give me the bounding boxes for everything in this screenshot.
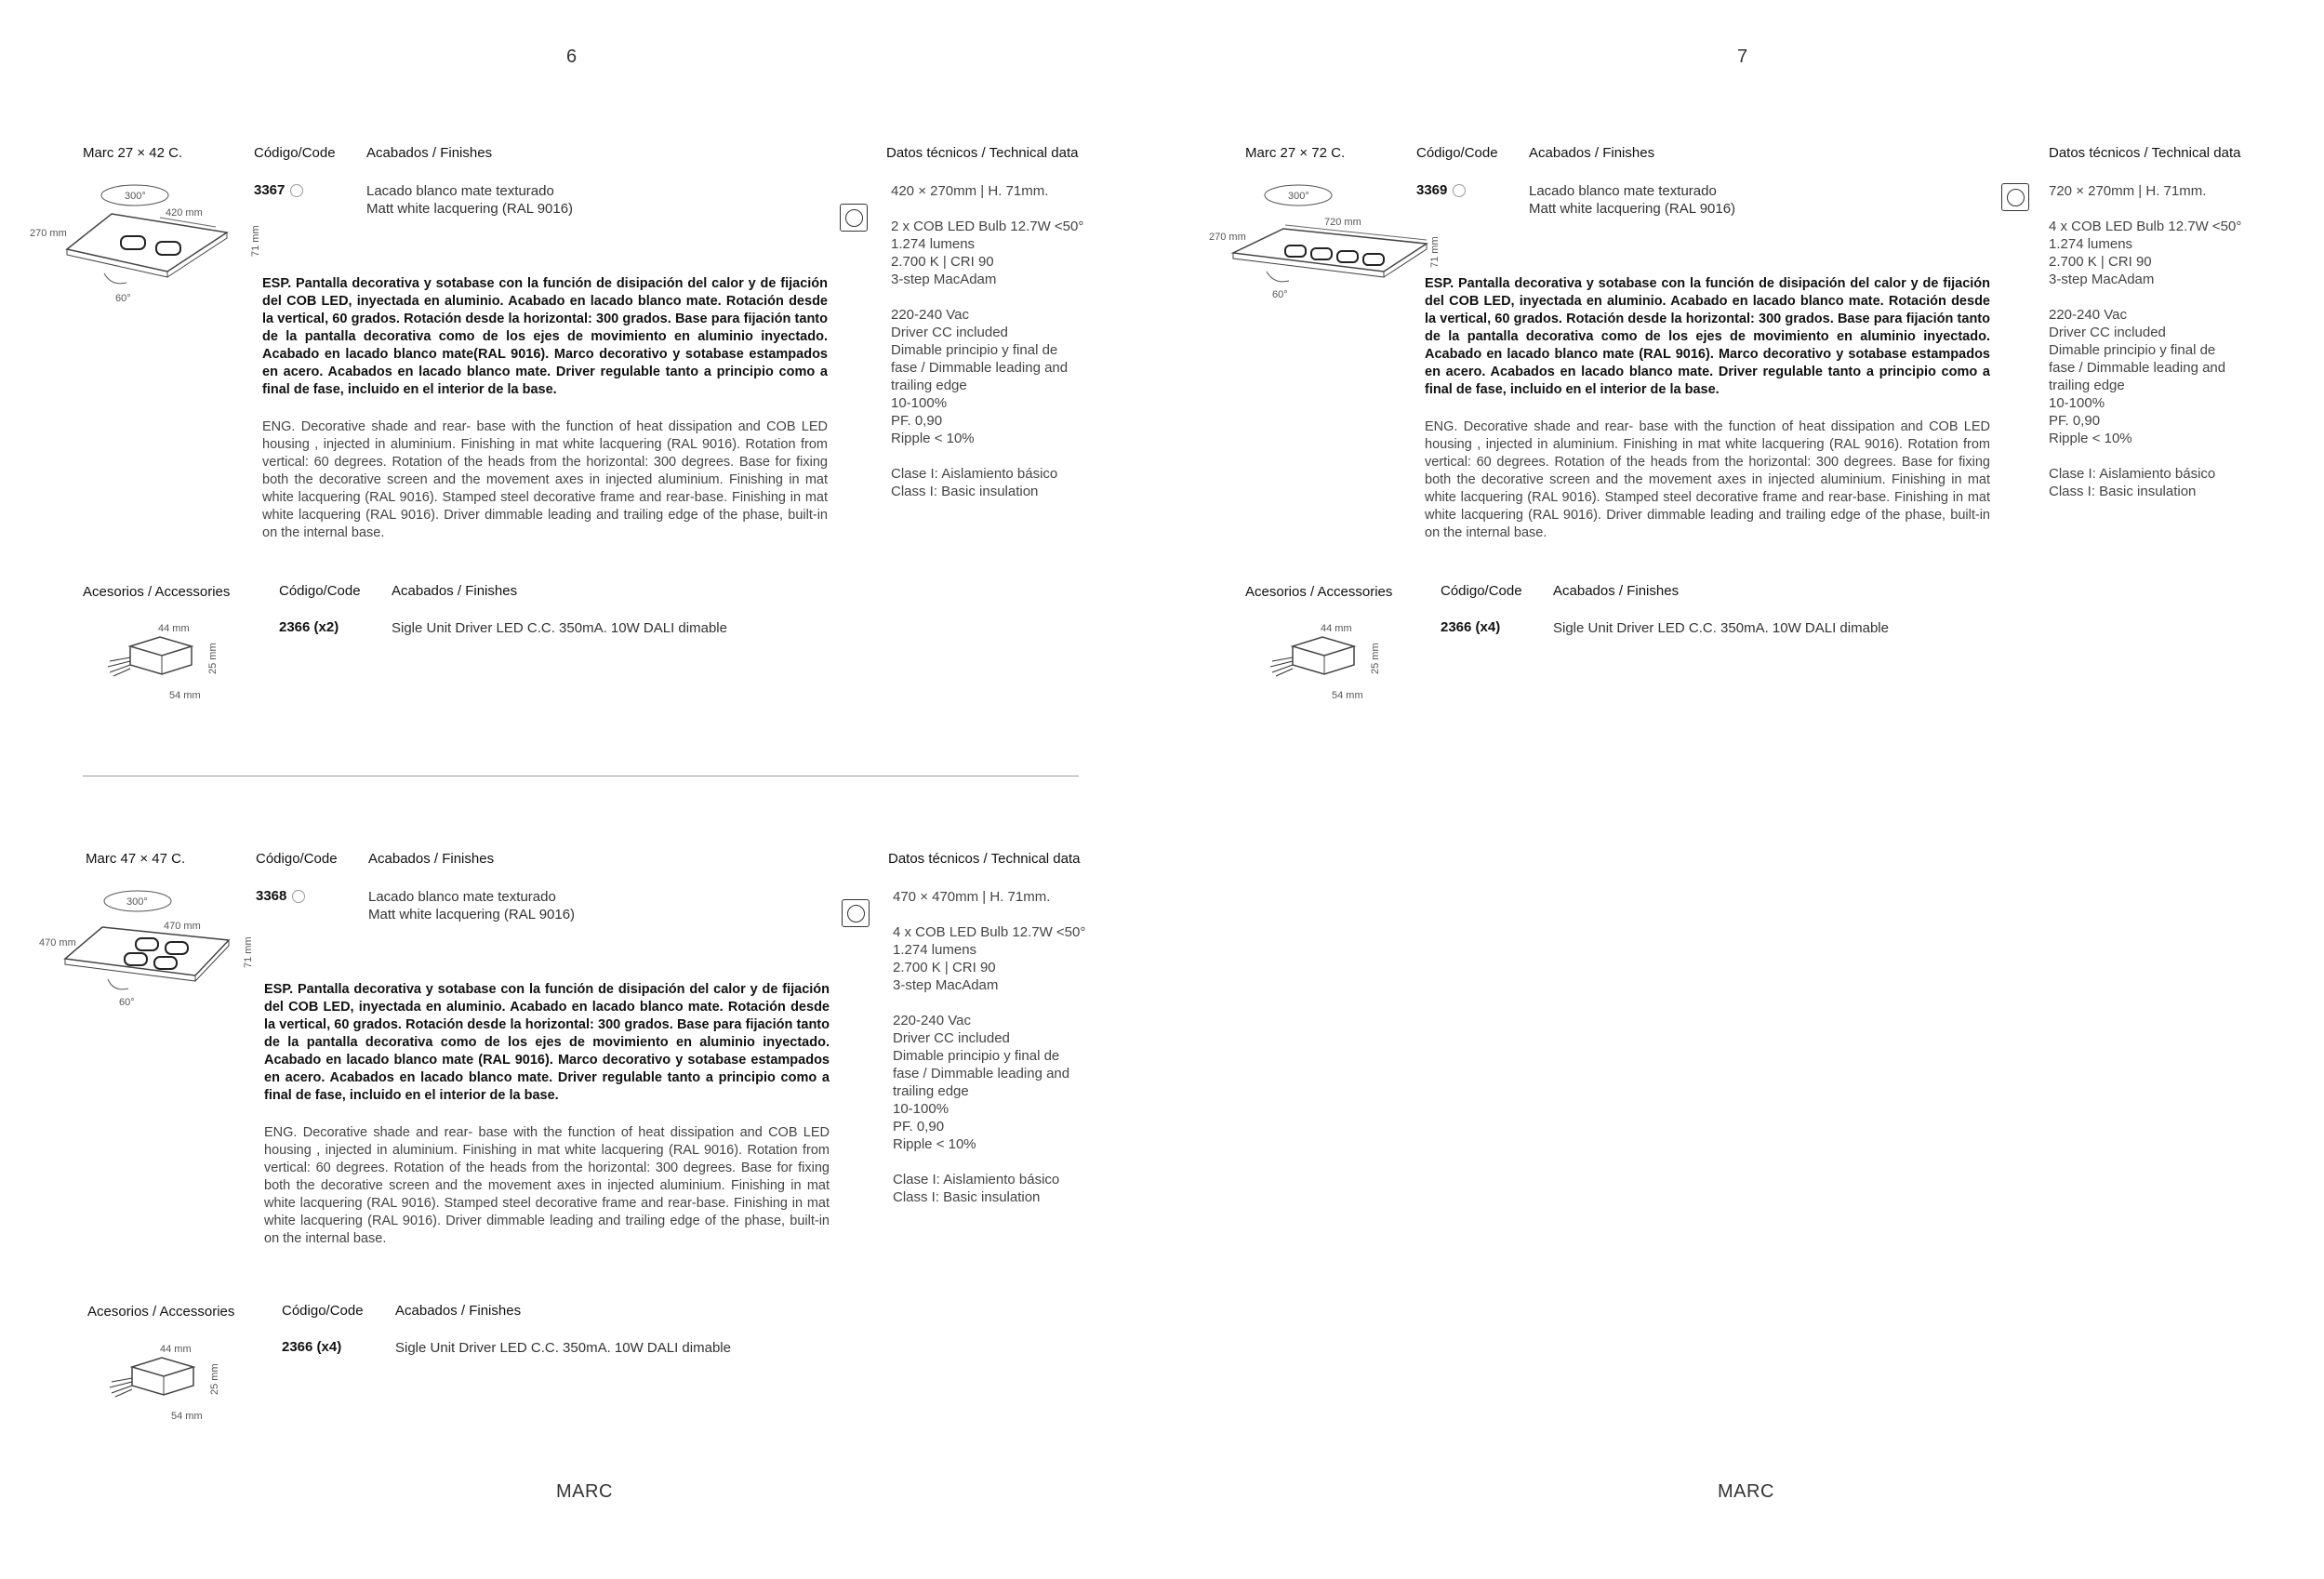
accessory-finish: Sigle Unit Driver LED C.C. 350mA. 10W DALI dimable (392, 620, 727, 636)
finishes-header: Acabados / Finishes (1529, 145, 1655, 161)
dim-rotation-v: 60° (119, 997, 135, 1008)
code-header: Código/Code (254, 145, 336, 161)
page-number-right: 7 (1737, 46, 1748, 67)
accessories-header: Acesorios / Accessories (83, 584, 231, 600)
accessory-finish: Sigle Unit Driver LED C.C. 350mA. 10W DALI dimable (1553, 620, 1889, 636)
dim-depth: 270 mm (1209, 232, 1246, 243)
description-en: ENG. Decorative shade and rear- base with the function of heat dissipation and COB LED housing , injected in aluminium. Finishing in mat white lacquering (RAL 9016). Rotation from vertical: 60 degrees. Rotation of the heads from the horizontal: 300 degrees. Base for fixing both the decorative screen and the movement axes in injected aluminium. Finishing in mat white lacquering (RAL 9016). Stamped steel decorative frame and rear-base. Finishing in mat white lacquering (RAL 9016). Driver dimmable leading and trailing edge of the phase, built-in on the internal base. (1425, 419, 1990, 540)
page-number-left: 6 (566, 46, 578, 67)
recessed-fixture-icon (840, 204, 868, 232)
dim-rotation-v: 60° (1272, 289, 1288, 300)
driver-drawing-icon (1265, 618, 1386, 707)
white-finish-swatch-icon (292, 890, 305, 903)
dim-width: 420 mm (166, 207, 203, 219)
description-en: ENG. Decorative shade and rear- base with the function of heat dissipation and COB LED housing , injected in aluminium. Finishing in mat white lacquering (RAL 9016). Rotation from vertical: 60 degrees. Rotation of the heads from the horizontal: 300 degrees. Base for fixing both the decorative screen and the movement axes in injected aluminium. Finishing in mat white lacquering (RAL 9016). Stamped steel decorative frame and rear-base. Finishing in mat white lacquering (RAL 9016). Driver dimmable leading and trailing edge of the phase, built-in on the internal base. (262, 419, 828, 540)
dim-depth: 470 mm (39, 937, 76, 949)
finishes-header: Acabados / Finishes (368, 851, 495, 867)
finish-text: Lacado blanco mate texturado Matt white lacquering (RAL 9016) (1529, 183, 1736, 217)
description-es: ESP. Pantalla decorativa y sotabase con la función de disipación del calor y de fijación del COB LED, inyectada en aluminio. Acabado en lacado blanco mate. Rotación desde la vertical, 60 grados. Rotación desde la horizontal: 300 grados. Base para fijación tanto de la pantalla decorativa como de los ejes de movimiento en aluminio inyectado. Acabado en lacado blanco mate(RAL 9016). Marco decorativo y sotabase estampados en acero. Acabados en lacado blanco mate. Driver regulable tanto a principio como a final de fase, incluido en el interior de la base. (262, 276, 828, 397)
description-es: ESP. Pantalla decorativa y sotabase con la función de disipación del calor y de fijación del COB LED, inyectada en aluminio. Acabado en lacado blanco mate. Rotación desde la vertical, 60 grados. Rotación desde la horizontal: 300 grados. Base para fijación tanto de la pantalla decorativa como de los ejes de movimiento en aluminio inyectado. Acabado en lacado blanco mate (RAL 9016). Marco decorativo y sotabase estampados en acero. Acabados en lacado blanco mate. Driver regulable tanto a principio como a final de fase, incluido en el interior de la base. (264, 982, 830, 1103)
dim-height: 71 mm (243, 936, 254, 968)
product-code: 3368 (256, 888, 305, 904)
code-header: Código/Code (1416, 145, 1498, 161)
dim-height: 71 mm (250, 225, 261, 257)
dim-height: 71 mm (1429, 236, 1441, 268)
technical-data: 470 × 470mm | H. 71mm. 4 x COB LED Bulb 12.7W <50° 1.274 lumens 2.700 K | CRI 90 3-step MacAdam 220-240 Vac Driver CC included Dimable principio y final de fase / Dimmable leading and trailing edge 10-100% PF. 0,90 Ripple < 10% Clase I: Aislamiento básico Class I: Basic insulation (893, 889, 1086, 1205)
dim-width: 720 mm (1324, 217, 1361, 228)
product-name: Marc 27 × 42 C. (83, 145, 183, 161)
white-finish-swatch-icon (1453, 184, 1466, 197)
description-en: ENG. Decorative shade and rear- base with the function of heat dissipation and COB LED housing , injected in aluminium. Finishing in mat white lacquering (RAL 9016). Rotation from vertical: 60 degrees. Rotation of the heads from the horizontal: 300 degrees. Base for fixing both the decorative screen and the movement axes in injected aluminium. Finishing in mat white lacquering (RAL 9016). Stamped steel decorative frame and rear-base. Finishing in mat white lacquering (RAL 9016). Driver dimmable leading and trailing edge of the phase, built-in on the internal base. (264, 1125, 830, 1246)
dim-depth: 270 mm (30, 228, 67, 239)
accessory-finishes-header: Acabados / Finishes (1553, 583, 1680, 599)
technical-header: Datos técnicos / Technical data (888, 851, 1081, 867)
acc-dim-width: 44 mm (158, 623, 190, 634)
dim-rotation-h: 300° (1288, 191, 1309, 202)
technical-data: 420 × 270mm | H. 71mm. 2 x COB LED Bulb 12.7W <50° 1.274 lumens 2.700 K | CRI 90 3-step MacAdam 220-240 Vac Driver CC included Dimable principio y final de fase / Dimmable leading and trailing edge 10-100% PF. 0,90 Ripple < 10% Clase I: Aislamiento básico Class I: Basic insulation (891, 183, 1084, 499)
accessory-finishes-header: Acabados / Finishes (395, 1303, 522, 1319)
dim-rotation-h: 300° (126, 896, 148, 908)
accessories-header: Acesorios / Accessories (87, 1304, 235, 1320)
product-drawing-icon (30, 182, 261, 308)
dim-rotation-v: 60° (115, 293, 131, 304)
acc-dim-height: 25 mm (207, 643, 219, 674)
technical-header: Datos técnicos / Technical data (2049, 145, 2241, 161)
accessory-finish: Sigle Unit Driver LED C.C. 350mA. 10W DALI dimable (395, 1340, 731, 1356)
accessory-code-header: Código/Code (1441, 583, 1522, 599)
acc-dim-depth: 54 mm (171, 1411, 203, 1422)
driver-drawing-icon (102, 618, 223, 707)
accessory-code-header: Código/Code (282, 1303, 364, 1319)
accessory-code: 2366 (x4) (282, 1339, 342, 1355)
product-code: 3369 (1416, 182, 1466, 198)
finish-text: Lacado blanco mate texturado Matt white lacquering (RAL 9016) (368, 889, 576, 922)
acc-dim-height: 25 mm (209, 1363, 220, 1395)
dim-rotation-h: 300° (125, 191, 146, 202)
code-header: Código/Code (256, 851, 338, 867)
product-drawing-icon (39, 888, 254, 1014)
acc-dim-depth: 54 mm (169, 690, 201, 701)
footer-brand-right: MARC (1718, 1481, 1774, 1502)
accessory-code: 2366 (x2) (279, 619, 339, 635)
technical-data: 720 × 270mm | H. 71mm. 4 x COB LED Bulb 12.7W <50° 1.274 lumens 2.700 K | CRI 90 3-step MacAdam 220-240 Vac Driver CC included Dimable principio y final de fase / Dimmable leading and trailing edge 10-100% PF. 0,90 Ripple < 10% Clase I: Aislamiento básico Class I: Basic insulation (2049, 183, 2242, 499)
accessory-finishes-header: Acabados / Finishes (392, 583, 518, 599)
acc-dim-width: 44 mm (1321, 623, 1352, 634)
accessory-code-header: Código/Code (279, 583, 361, 599)
footer-brand-left: MARC (556, 1481, 613, 1502)
acc-dim-height: 25 mm (1370, 643, 1381, 674)
dim-width: 470 mm (164, 921, 201, 932)
finish-text: Lacado blanco mate texturado Matt white lacquering (RAL 9016) (366, 183, 574, 217)
product-name: Marc 27 × 72 C. (1245, 145, 1346, 161)
product-name: Marc 47 × 47 C. (86, 851, 186, 867)
finishes-header: Acabados / Finishes (366, 145, 493, 161)
accessory-code: 2366 (x4) (1441, 619, 1501, 635)
white-finish-swatch-icon (290, 184, 303, 197)
recessed-fixture-icon (2001, 183, 2029, 211)
acc-dim-depth: 54 mm (1332, 690, 1363, 701)
acc-dim-width: 44 mm (160, 1344, 192, 1355)
technical-header: Datos técnicos / Technical data (886, 145, 1079, 161)
product-drawing-icon (1209, 182, 1443, 308)
product-code: 3367 (254, 182, 303, 198)
driver-drawing-icon (104, 1339, 225, 1427)
description-es: ESP. Pantalla decorativa y sotabase con la función de disipación del calor y de fijación del COB LED, inyectada en aluminio. Acabado en lacado blanco mate. Rotación desde la vertical, 60 grados. Rotación desde la horizontal: 300 grados. Base para fijación tanto de la pantalla decorativa como de los ejes de movimiento en aluminio inyectado. Acabado en lacado blanco mate (RAL 9016). Marco decorativo y sotabase estampados en acero. Acabados en lacado blanco mate. Driver regulable tanto a principio como a final de fase, incluido en el interior de la base. (1425, 276, 1990, 397)
accessories-header: Acesorios / Accessories (1245, 584, 1393, 600)
recessed-fixture-icon (842, 899, 870, 927)
